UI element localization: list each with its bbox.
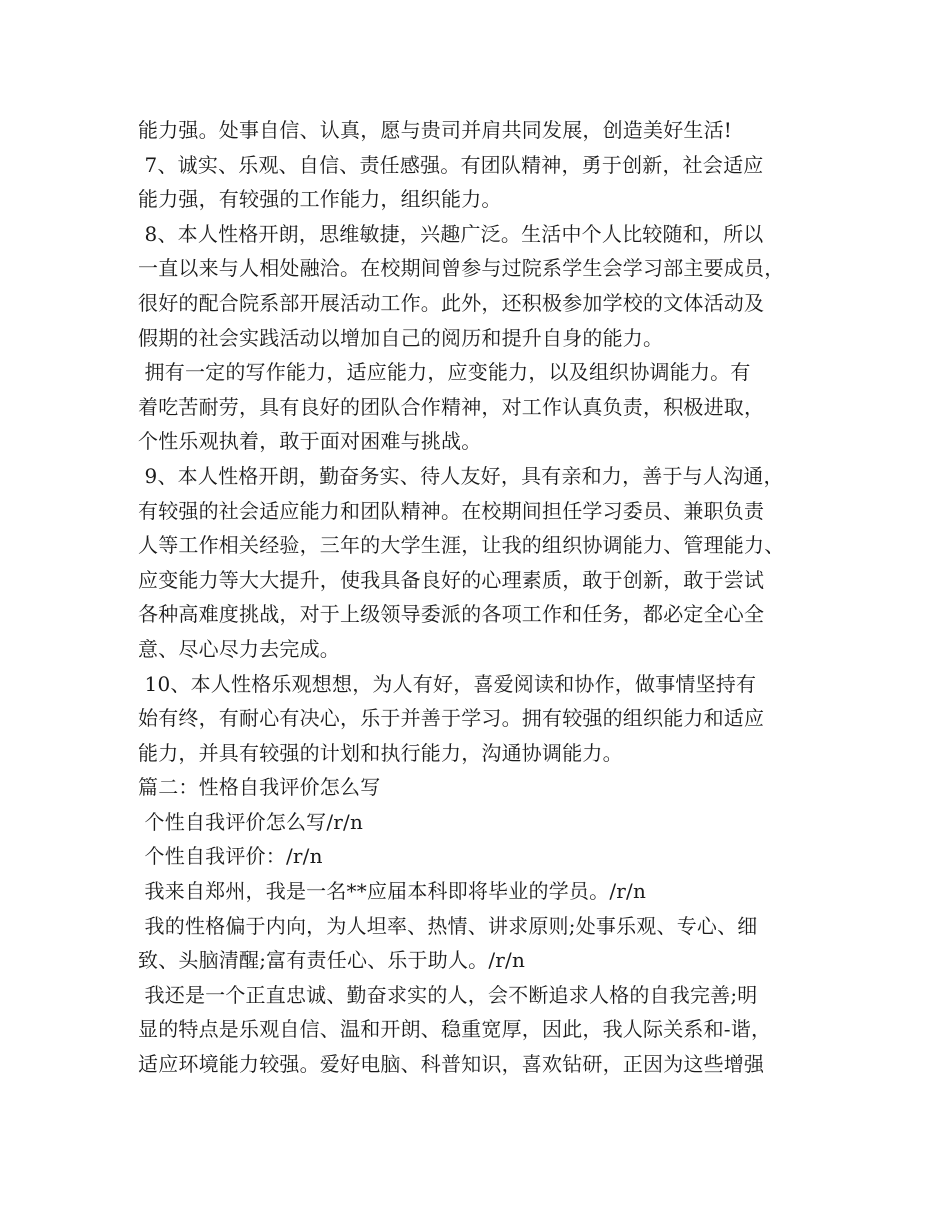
text-line: 我来自郑州，我是一名**应届本科即将毕业的学员。/r/n (138, 879, 647, 904)
text-line: 能力强，有较强的工作能力，组织能力。 (138, 187, 502, 212)
document-body (138, 113, 828, 1082)
section-heading: 篇二：性格自我评价怎么写 (138, 775, 381, 800)
text-line: 能力，并具有较强的计划和执行能力，沟通协调能力。 (138, 740, 623, 765)
text-line: 10、本人性格乐观想想，为人有好，喜爱阅读和协作，做事情坚持有 (138, 671, 757, 696)
text-line: 9、本人性格开朗，勤奋务实、待人友好，具有亲和力，善于与人沟通， (138, 463, 784, 488)
text-line: 很好的配合院系部开展活动工作。此外，还积极参加学校的文体活动及 (138, 290, 765, 315)
text-line: 拥有一定的写作能力，适应能力，应变能力，以及组织协调能力。有 (138, 360, 751, 385)
text-line: 适应环境能力较强。爱好电脑、科普知识，喜欢钻研，正因为这些增强 (138, 1052, 765, 1077)
text-line: 各种高难度挑战，对于上级领导委派的各项工作和任务，都必定全心全 (138, 602, 765, 627)
text-line: 始有终，有耐心有决心，乐于并善于学习。拥有较强的组织能力和适应 (138, 706, 765, 731)
text-line: 7、诚实、乐观、自信、责任感强。有团队精神，勇于创新，社会适应 (138, 152, 764, 177)
text-line: 应变能力等大大提升，使我具备良好的心理素质，敢于创新，敢于尝试 (138, 567, 765, 592)
text-line: 8、本人性格开朗，思维敏捷，兴趣广泛。生活中个人比较随和，所以 (138, 221, 764, 246)
text-line: 个性自我评价怎么写/r/n (138, 809, 364, 834)
text-line: 我的性格偏于内向，为人坦率、热情、讲求原则;处事乐观、专心、细 (138, 913, 758, 938)
text-line: 着吃苦耐劳，具有良好的团队合作精神，对工作认真负责，积极进取， (138, 394, 765, 419)
text-line: 显的特点是乐观自信、温和开朗、稳重宽厚，因此，我人际关系和-谐， (138, 1017, 772, 1042)
text-line: 能力强。处事自信、认真，愿与贵司并肩共同发展，创造美好生活! (138, 118, 733, 142)
text-line: 个性自我评价：/r/n (138, 844, 323, 869)
text-line: 一直以来与人相处融洽。在校期间曾参与过院系学生会学习部主要成员， (138, 256, 785, 281)
text-line: 有较强的社会适应能力和团队精神。在校期间担任学习委员、兼职负责 (138, 498, 765, 523)
text-line: 个性乐观执着，敢于面对困难与挑战。 (138, 429, 482, 454)
text-line: 人等工作相关经验，三年的大学生涯，让我的组织协调能力、管理能力、 (138, 533, 785, 558)
text-line: 致、头脑清醒;富有责任心、乐于助人。/r/n (138, 948, 526, 973)
text-line: 我还是一个正直忠诚、勤奋求实的人，会不断追求人格的自我完善;明 (138, 982, 758, 1007)
text-line: 假期的社会实践活动以增加自己的阅历和提升自身的能力。 (138, 325, 664, 350)
text-line: 意、尽心尽力去完成。 (138, 636, 340, 661)
